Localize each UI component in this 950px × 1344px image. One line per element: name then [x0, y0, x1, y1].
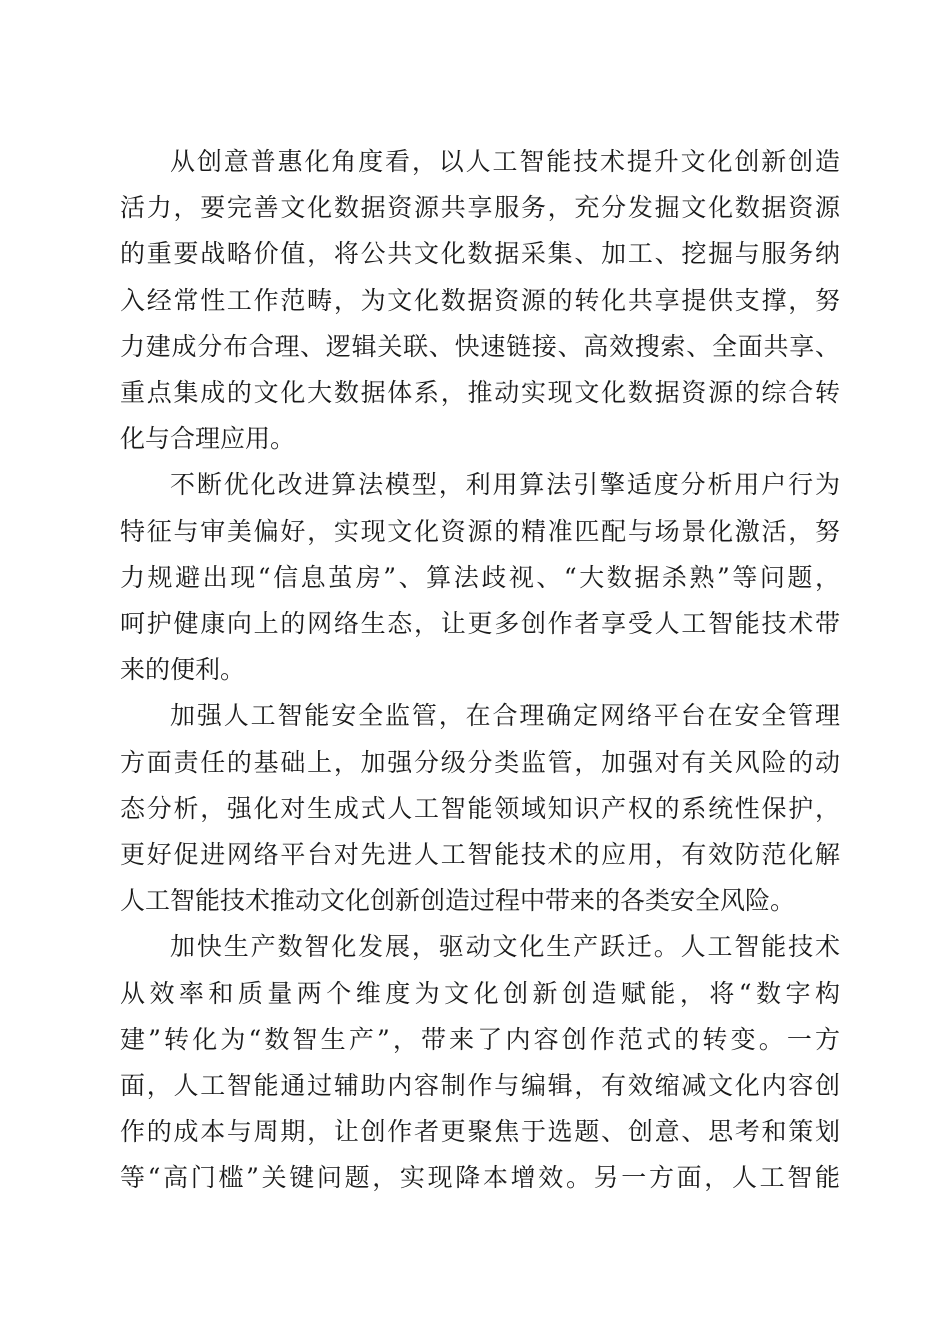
text-line: 作的成本与周期，让创作者更聚焦于选题、创意、思考和策划 [120, 1117, 840, 1147]
text-line: 化与合理应用。 [120, 424, 296, 454]
text-line: 等“高门槛”关键问题，实现降本增效。另一方面，人工智能 [120, 1163, 840, 1193]
text-line: 人工智能技术推动文化创新创造过程中带来的各类安全风险。 [120, 886, 796, 916]
text-line: 面，人工智能通过辅助内容制作与编辑，有效缩减文化内容创 [120, 1071, 840, 1101]
paragraph-digital-production [120, 924, 840, 1201]
paragraph-security-supervision [120, 693, 840, 924]
text-line: 重点集成的文化大数据体系，推动实现文化数据资源的综合转 [120, 378, 840, 408]
text-line: 从效率和质量两个维度为文化创新创造赋能，将“数字构 [120, 978, 840, 1008]
text-line: 来的便利。 [120, 655, 246, 685]
text-line: 方面责任的基础上，加强分级分类监管，加强对有关风险的动 [120, 747, 840, 777]
text-line: 加强人工智能安全监管，在合理确定网络平台在安全管理 [170, 701, 840, 731]
text-line: 不断优化改进算法模型，利用算法引擎适度分析用户行为 [170, 470, 840, 500]
text-line: 力规避出现“信息茧房”、算法歧视、“大数据杀熟”等问题， [120, 562, 840, 592]
paragraph-creative-inclusion [120, 139, 840, 462]
text-line: 力建成分布合理、逻辑关联、快速链接、高效搜索、全面共享、 [120, 331, 840, 361]
text-line: 从创意普惠化角度看，以人工智能技术提升文化创新创造 [170, 147, 840, 176]
text-line: 更好促进网络平台对先进人工智能技术的应用，有效防范化解 [120, 840, 840, 870]
text-line: 特征与审美偏好，实现文化资源的精准匹配与场景化激活，努 [120, 516, 840, 546]
text-line: 态分析，强化对生成式人工智能领域知识产权的系统性保护， [120, 793, 840, 823]
document-body [120, 139, 840, 1202]
paragraph-algorithm-optimization [120, 462, 840, 693]
text-line: 入经常性工作范畴，为文化数据资源的转化共享提供支撑，努 [120, 285, 840, 315]
text-line: 的重要战略价值，将公共文化数据采集、加工、挖掘与服务纳 [120, 239, 840, 269]
text-line: 呵护健康向上的网络生态，让更多创作者享受人工智能技术带 [120, 609, 840, 639]
text-line: 活力，要完善文化数据资源共享服务，充分发掘文化数据资源 [120, 193, 840, 223]
text-line: 加快生产数智化发展，驱动文化生产跃迁。人工智能技术 [170, 932, 840, 962]
text-line: 建”转化为“数智生产”，带来了内容创作范式的转变。一方 [120, 1024, 840, 1054]
